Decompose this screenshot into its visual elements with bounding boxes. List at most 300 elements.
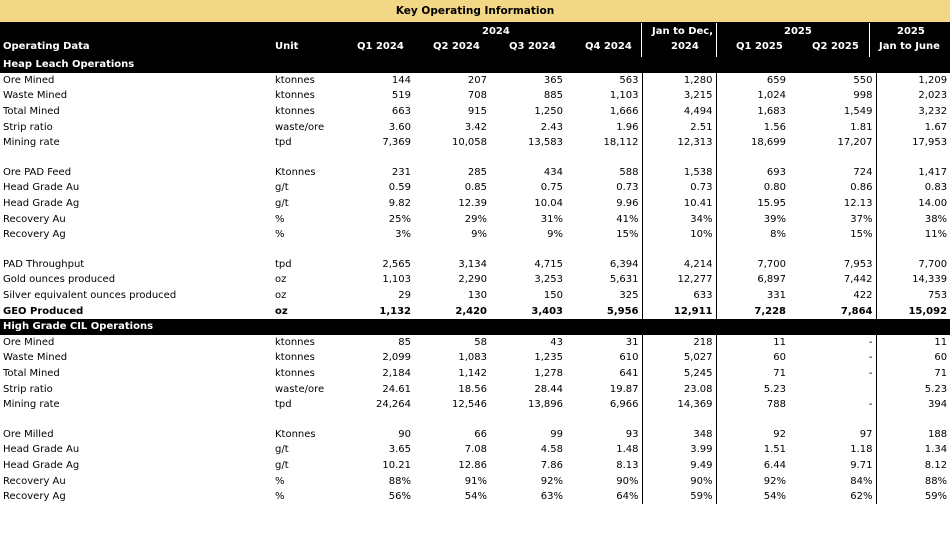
value-cell: 519 bbox=[391, 90, 411, 102]
empty-cell bbox=[716, 151, 789, 165]
value-cell: 610 bbox=[619, 352, 639, 364]
empty-cell bbox=[490, 151, 566, 165]
empty-cell bbox=[490, 412, 566, 426]
row-label: Strip ratio bbox=[3, 383, 53, 395]
value-cell: 24,264 bbox=[376, 399, 411, 411]
value-cell: 60 bbox=[716, 350, 789, 366]
value-cell: 37% bbox=[850, 213, 873, 225]
value-cell: 659 bbox=[716, 73, 789, 89]
table-row bbox=[0, 288, 950, 304]
value-cell: - bbox=[868, 352, 873, 364]
header-q3-2024: Q3 2024 bbox=[509, 41, 556, 52]
table-header bbox=[0, 23, 950, 57]
empty-cell bbox=[789, 151, 876, 165]
value-cell: 7,700 bbox=[876, 257, 950, 273]
row-unit: g/t bbox=[275, 444, 289, 456]
header-jan-dec-line1: Jan to Dec, bbox=[652, 26, 714, 37]
value-cell: 43 bbox=[550, 336, 563, 348]
value-cell: 1,103 bbox=[609, 90, 639, 102]
value-cell: 693 bbox=[716, 165, 789, 181]
row-unit: waste/ore bbox=[275, 121, 325, 133]
row-label: Recovery Au bbox=[3, 475, 66, 487]
value-cell: 90% bbox=[642, 473, 716, 489]
value-cell: 1.56 bbox=[716, 119, 789, 135]
value-cell: 7.86 bbox=[540, 459, 563, 471]
value-cell: 2,290 bbox=[458, 274, 487, 286]
value-cell: 7,953 bbox=[843, 258, 873, 270]
value-cell: 130 bbox=[467, 290, 487, 302]
value-cell: 3.60 bbox=[388, 121, 411, 133]
value-cell: 5.23 bbox=[716, 381, 789, 397]
row-unit: ktonnes bbox=[275, 106, 315, 118]
value-cell: 60 bbox=[876, 350, 950, 366]
header-jan-dec-line2: 2024 bbox=[671, 41, 699, 52]
value-cell: 9.96 bbox=[616, 198, 639, 210]
empty-cell bbox=[876, 151, 950, 165]
value-cell: 88% bbox=[388, 475, 411, 487]
section-title: Heap Leach Operations bbox=[0, 57, 950, 73]
value-cell: 0.75 bbox=[540, 182, 563, 194]
row-unit: % bbox=[275, 491, 285, 503]
value-cell: 885 bbox=[543, 90, 563, 102]
value-cell: 0.73 bbox=[642, 180, 716, 196]
empty-cell bbox=[716, 243, 789, 257]
empty-cell bbox=[0, 151, 272, 165]
row-label: Ore Milled bbox=[3, 428, 54, 440]
value-cell: 18,112 bbox=[603, 137, 639, 149]
value-cell: 11 bbox=[716, 335, 789, 351]
row-unit: % bbox=[275, 475, 285, 487]
row-label: Mining rate bbox=[3, 137, 60, 149]
value-cell: 7,700 bbox=[716, 257, 789, 273]
value-cell: 12.39 bbox=[458, 198, 487, 210]
value-cell: 1,549 bbox=[843, 106, 873, 118]
spacer-row bbox=[0, 151, 950, 165]
section-header-row bbox=[0, 319, 950, 335]
empty-cell bbox=[272, 243, 342, 257]
row-label: Head Grade Ag bbox=[3, 459, 80, 471]
value-cell: 422 bbox=[853, 290, 873, 302]
header-year-2025-ytd: 2025 bbox=[897, 26, 925, 37]
value-cell: 9.82 bbox=[388, 198, 411, 210]
value-cell: 7,228 bbox=[716, 303, 789, 319]
header-divider bbox=[869, 23, 870, 57]
value-cell: 3.99 bbox=[642, 442, 716, 458]
value-cell: 97 bbox=[859, 428, 873, 440]
value-cell: 6,394 bbox=[609, 258, 639, 270]
value-cell: 62% bbox=[850, 491, 873, 503]
row-unit: % bbox=[275, 213, 285, 225]
value-cell: 99 bbox=[550, 428, 563, 440]
value-cell: 5,245 bbox=[642, 366, 716, 382]
table-row bbox=[0, 442, 950, 458]
value-cell: 10.41 bbox=[642, 196, 716, 212]
value-cell: 92% bbox=[716, 473, 789, 489]
value-cell: 550 bbox=[853, 74, 873, 86]
table-row bbox=[0, 88, 950, 104]
value-cell: 8.13 bbox=[616, 459, 639, 471]
row-unit: ktonnes bbox=[275, 90, 315, 102]
value-cell: 14,339 bbox=[876, 272, 950, 288]
table-row bbox=[0, 350, 950, 366]
value-cell: 10.04 bbox=[534, 198, 563, 210]
row-unit: ktonnes bbox=[275, 336, 315, 348]
value-cell: 15% bbox=[850, 229, 873, 241]
value-cell: 28.44 bbox=[534, 383, 563, 395]
value-cell: 2.43 bbox=[540, 121, 563, 133]
value-cell: 331 bbox=[716, 288, 789, 304]
value-cell: 8% bbox=[716, 227, 789, 243]
value-cell: 25% bbox=[388, 213, 411, 225]
value-cell: 563 bbox=[619, 74, 639, 86]
value-cell: 6,897 bbox=[716, 272, 789, 288]
value-cell: 8.12 bbox=[876, 458, 950, 474]
value-cell: 23.08 bbox=[642, 381, 716, 397]
spacer-row bbox=[0, 412, 950, 426]
value-cell: 15% bbox=[616, 229, 639, 241]
value-cell: 2,420 bbox=[455, 305, 487, 317]
value-cell: 12,313 bbox=[642, 135, 716, 151]
value-cell: 2,099 bbox=[382, 352, 411, 364]
row-label: Strip ratio bbox=[3, 121, 53, 133]
empty-cell bbox=[414, 412, 490, 426]
value-cell: 9.49 bbox=[642, 458, 716, 474]
empty-cell bbox=[342, 412, 414, 426]
value-cell: 64% bbox=[616, 491, 639, 503]
value-cell: 633 bbox=[642, 288, 716, 304]
row-label: Ore Mined bbox=[3, 74, 55, 86]
empty-cell bbox=[272, 412, 342, 426]
row-unit: tpd bbox=[275, 399, 292, 411]
empty-cell bbox=[0, 243, 272, 257]
header-q4-2024: Q4 2024 bbox=[585, 41, 632, 52]
value-cell: 13,583 bbox=[528, 137, 563, 149]
value-cell: 285 bbox=[467, 166, 487, 178]
value-cell: 753 bbox=[876, 288, 950, 304]
row-label: Ore Mined bbox=[3, 336, 55, 348]
value-cell: 1,280 bbox=[642, 73, 716, 89]
row-label: Recovery Ag bbox=[3, 491, 66, 503]
table-row bbox=[0, 397, 950, 413]
table-row bbox=[0, 272, 950, 288]
value-cell: 0.85 bbox=[464, 182, 487, 194]
value-cell: 218 bbox=[642, 335, 716, 351]
value-cell: 1,417 bbox=[876, 165, 950, 181]
header-divider bbox=[641, 23, 642, 57]
table-row bbox=[0, 104, 950, 120]
row-unit: waste/ore bbox=[275, 383, 325, 395]
empty-cell bbox=[642, 412, 716, 426]
report-title: Key Operating Information bbox=[0, 0, 950, 23]
value-cell: 31 bbox=[625, 336, 639, 348]
value-cell: 12.86 bbox=[458, 459, 487, 471]
value-cell: 348 bbox=[642, 426, 716, 442]
value-cell: 29% bbox=[464, 213, 487, 225]
value-cell: 90% bbox=[616, 475, 639, 487]
header-q1-2024: Q1 2024 bbox=[357, 41, 404, 52]
empty-cell bbox=[272, 151, 342, 165]
value-cell: 663 bbox=[391, 106, 411, 118]
empty-cell bbox=[414, 243, 490, 257]
value-cell: 5,027 bbox=[642, 350, 716, 366]
row-label: Head Grade Au bbox=[3, 182, 80, 194]
value-cell: 54% bbox=[716, 489, 789, 505]
value-cell: 93 bbox=[625, 428, 639, 440]
value-cell: 1.67 bbox=[876, 119, 950, 135]
row-unit: tpd bbox=[275, 258, 292, 270]
value-cell: 4,715 bbox=[534, 258, 563, 270]
value-cell: 3,215 bbox=[642, 88, 716, 104]
value-cell: 641 bbox=[619, 367, 639, 379]
row-unit: oz bbox=[275, 305, 288, 317]
value-cell: 2,023 bbox=[876, 88, 950, 104]
table-row bbox=[0, 165, 950, 181]
value-cell: 188 bbox=[876, 426, 950, 442]
row-unit: ktonnes bbox=[275, 367, 315, 379]
value-cell: 13,896 bbox=[528, 399, 563, 411]
header-unit: Unit bbox=[275, 41, 299, 52]
empty-cell bbox=[716, 412, 789, 426]
row-label: Recovery Ag bbox=[3, 229, 66, 241]
table-row bbox=[0, 458, 950, 474]
value-cell: 9% bbox=[471, 229, 487, 241]
value-cell: 3% bbox=[395, 229, 411, 241]
table-row bbox=[0, 489, 950, 505]
value-cell: 5,956 bbox=[606, 305, 639, 317]
value-cell: 2,565 bbox=[382, 258, 411, 270]
value-cell: 12,546 bbox=[452, 399, 487, 411]
value-cell: 1,142 bbox=[458, 367, 487, 379]
value-cell: 1,132 bbox=[379, 305, 411, 317]
value-cell: 10,058 bbox=[452, 137, 487, 149]
header-year-2025: 2025 bbox=[784, 26, 812, 37]
table-row bbox=[0, 73, 950, 89]
row-unit: Ktonnes bbox=[275, 166, 316, 178]
value-cell: - bbox=[868, 336, 873, 348]
value-cell: 7.08 bbox=[464, 444, 487, 456]
value-cell: 3,403 bbox=[531, 305, 563, 317]
value-cell: 18,699 bbox=[716, 135, 789, 151]
value-cell: 6,966 bbox=[609, 399, 639, 411]
empty-cell bbox=[0, 412, 272, 426]
value-cell: 90 bbox=[398, 428, 411, 440]
empty-cell bbox=[789, 243, 876, 257]
value-cell: 59% bbox=[876, 489, 950, 505]
value-cell: 0.59 bbox=[388, 182, 411, 194]
empty-cell bbox=[876, 243, 950, 257]
operating-data-table bbox=[0, 57, 950, 504]
table-row bbox=[0, 227, 950, 243]
value-cell: 19.87 bbox=[609, 383, 639, 395]
table-body bbox=[0, 57, 950, 504]
empty-cell bbox=[876, 412, 950, 426]
value-cell: 17,953 bbox=[876, 135, 950, 151]
empty-cell bbox=[414, 151, 490, 165]
value-cell: 3.42 bbox=[464, 121, 487, 133]
table-row bbox=[0, 303, 950, 319]
value-cell: 15.95 bbox=[716, 196, 789, 212]
value-cell: 54% bbox=[464, 491, 487, 503]
value-cell: 1,235 bbox=[534, 352, 563, 364]
empty-cell bbox=[566, 151, 642, 165]
header-year-2024: 2024 bbox=[482, 26, 510, 37]
value-cell: 1,538 bbox=[642, 165, 716, 181]
value-cell: 58 bbox=[474, 336, 487, 348]
header-jan-june: Jan to June bbox=[879, 41, 940, 52]
row-unit: oz bbox=[275, 274, 287, 286]
table-row bbox=[0, 381, 950, 397]
row-label: Gold ounces produced bbox=[3, 274, 116, 286]
value-cell: 1,024 bbox=[716, 88, 789, 104]
row-label: PAD Throughput bbox=[3, 258, 85, 270]
value-cell: 84% bbox=[850, 475, 873, 487]
table-row bbox=[0, 119, 950, 135]
value-cell: 788 bbox=[716, 397, 789, 413]
value-cell: 231 bbox=[391, 166, 411, 178]
value-cell: 34% bbox=[642, 211, 716, 227]
value-cell: 56% bbox=[388, 491, 411, 503]
value-cell: 38% bbox=[876, 211, 950, 227]
empty-cell bbox=[342, 243, 414, 257]
value-cell: 66 bbox=[474, 428, 487, 440]
value-cell: 0.83 bbox=[876, 180, 950, 196]
value-cell: 10% bbox=[642, 227, 716, 243]
value-cell: - bbox=[868, 399, 873, 411]
value-cell: 14,369 bbox=[642, 397, 716, 413]
value-cell: 4,494 bbox=[642, 104, 716, 120]
value-cell: 29 bbox=[398, 290, 411, 302]
row-unit: g/t bbox=[275, 198, 289, 210]
value-cell: 11 bbox=[876, 335, 950, 351]
table-row bbox=[0, 257, 950, 273]
header-divider bbox=[716, 23, 717, 57]
row-unit: oz bbox=[275, 290, 287, 302]
value-cell: 1.18 bbox=[850, 444, 873, 456]
value-cell: 325 bbox=[619, 290, 639, 302]
value-cell: 92 bbox=[716, 426, 789, 442]
value-cell: 588 bbox=[619, 166, 639, 178]
row-label: Total Mined bbox=[3, 367, 60, 379]
value-cell: 5,631 bbox=[609, 274, 639, 286]
value-cell: 915 bbox=[467, 106, 487, 118]
value-cell: 1.34 bbox=[876, 442, 950, 458]
row-label: Total Mined bbox=[3, 106, 60, 118]
value-cell: 1,103 bbox=[382, 274, 411, 286]
row-label: Waste Mined bbox=[3, 352, 68, 364]
header-q2-2024: Q2 2024 bbox=[433, 41, 480, 52]
row-label: Recovery Au bbox=[3, 213, 66, 225]
value-cell: 0.86 bbox=[850, 182, 873, 194]
empty-cell bbox=[490, 243, 566, 257]
value-cell: 7,864 bbox=[840, 305, 873, 317]
empty-cell bbox=[566, 412, 642, 426]
value-cell: 1.96 bbox=[616, 121, 639, 133]
value-cell: 0.73 bbox=[616, 182, 639, 194]
value-cell: 88% bbox=[876, 473, 950, 489]
empty-cell bbox=[342, 151, 414, 165]
value-cell: 1,250 bbox=[534, 106, 563, 118]
value-cell: 998 bbox=[853, 90, 873, 102]
value-cell bbox=[789, 381, 876, 397]
value-cell: 5.23 bbox=[876, 381, 950, 397]
table-row bbox=[0, 135, 950, 151]
row-unit: tpd bbox=[275, 137, 292, 149]
value-cell: 708 bbox=[467, 90, 487, 102]
value-cell: 1,083 bbox=[458, 352, 487, 364]
value-cell: 41% bbox=[616, 213, 639, 225]
value-cell: 7,442 bbox=[843, 274, 873, 286]
value-cell: 24.61 bbox=[382, 383, 411, 395]
row-label: Ore PAD Feed bbox=[3, 166, 72, 178]
spacer-row bbox=[0, 243, 950, 257]
value-cell: 63% bbox=[540, 491, 563, 503]
value-cell: 39% bbox=[716, 211, 789, 227]
table-row bbox=[0, 366, 950, 382]
value-cell: 2,184 bbox=[382, 367, 411, 379]
value-cell: 92% bbox=[540, 475, 563, 487]
value-cell: 1,666 bbox=[609, 106, 639, 118]
header-operating-data: Operating Data bbox=[3, 41, 90, 52]
row-unit: g/t bbox=[275, 182, 289, 194]
value-cell: 3,253 bbox=[534, 274, 563, 286]
value-cell: 3,232 bbox=[876, 104, 950, 120]
row-unit: ktonnes bbox=[275, 352, 315, 364]
value-cell: 1.48 bbox=[616, 444, 639, 456]
value-cell: 17,207 bbox=[837, 137, 873, 149]
row-unit: ktonnes bbox=[275, 74, 315, 86]
table-row bbox=[0, 196, 950, 212]
value-cell: 59% bbox=[642, 489, 716, 505]
table-row bbox=[0, 211, 950, 227]
value-cell: 6.44 bbox=[716, 458, 789, 474]
value-cell: 9% bbox=[547, 229, 563, 241]
section-header-row bbox=[0, 57, 950, 73]
header-q1-2025: Q1 2025 bbox=[736, 41, 783, 52]
value-cell: 3.65 bbox=[388, 444, 411, 456]
value-cell: 365 bbox=[543, 74, 563, 86]
row-label: Head Grade Au bbox=[3, 444, 80, 456]
empty-cell bbox=[642, 243, 716, 257]
value-cell: - bbox=[868, 367, 873, 379]
value-cell: 18.56 bbox=[458, 383, 487, 395]
value-cell: 4.58 bbox=[540, 444, 563, 456]
value-cell: 0.80 bbox=[716, 180, 789, 196]
row-unit: g/t bbox=[275, 459, 289, 471]
empty-cell bbox=[642, 151, 716, 165]
table-row bbox=[0, 335, 950, 351]
value-cell: 9.71 bbox=[850, 459, 873, 471]
row-unit: % bbox=[275, 229, 285, 241]
row-label: GEO Produced bbox=[3, 305, 84, 317]
value-cell: 1.51 bbox=[716, 442, 789, 458]
value-cell: 7,369 bbox=[382, 137, 411, 149]
value-cell: 15,092 bbox=[876, 303, 950, 319]
value-cell: 71 bbox=[716, 366, 789, 382]
empty-cell bbox=[566, 243, 642, 257]
value-cell: 14.00 bbox=[876, 196, 950, 212]
value-cell: 11% bbox=[876, 227, 950, 243]
value-cell: 1,209 bbox=[876, 73, 950, 89]
row-label: Waste Mined bbox=[3, 90, 68, 102]
value-cell: 1,278 bbox=[534, 367, 563, 379]
value-cell: 12,911 bbox=[642, 303, 716, 319]
value-cell: 207 bbox=[467, 74, 487, 86]
empty-cell bbox=[789, 412, 876, 426]
section-title: High Grade CIL Operations bbox=[0, 319, 950, 335]
value-cell: 85 bbox=[398, 336, 411, 348]
value-cell: 10.21 bbox=[382, 459, 411, 471]
value-cell: 71 bbox=[876, 366, 950, 382]
